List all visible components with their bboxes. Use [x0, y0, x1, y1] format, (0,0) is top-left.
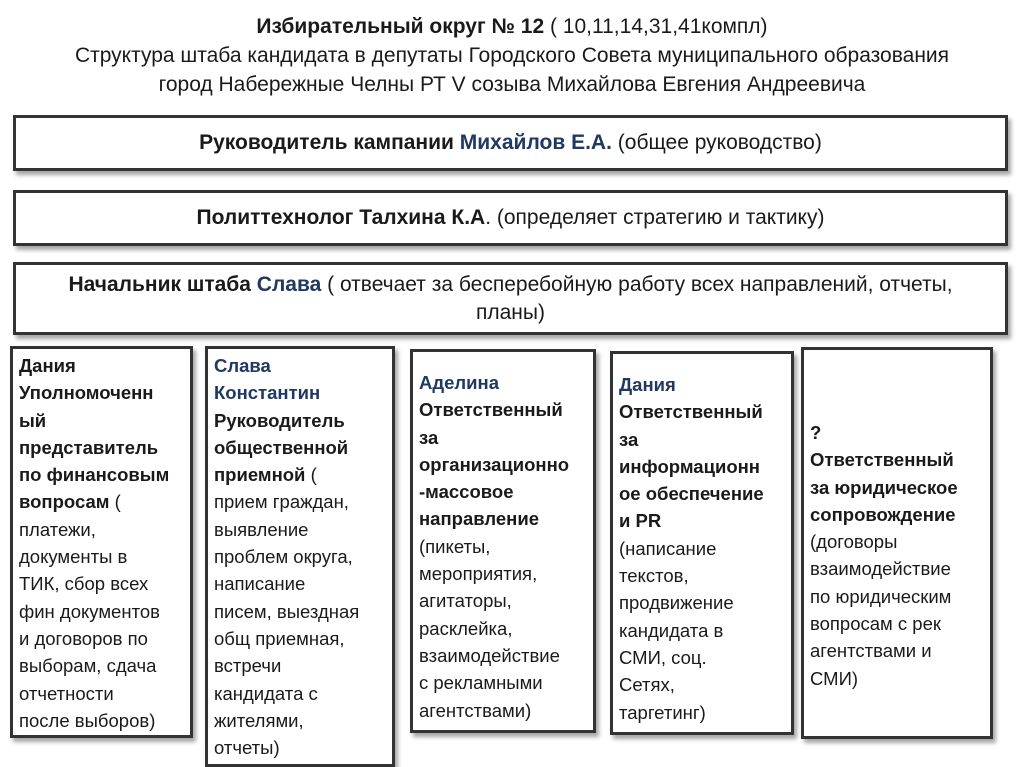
column-role-line: Ответственный: [619, 401, 763, 423]
column-role-line: Руководитель: [214, 409, 345, 431]
column-description-line: проблем округа,: [214, 546, 353, 568]
column-person-name: Аделина: [419, 372, 499, 393]
column-person-name: Константин: [214, 382, 321, 404]
column-description-line: и договоров по: [19, 627, 148, 649]
column-description-line: агитаторы,: [419, 590, 512, 612]
column-legal-support: [801, 347, 993, 739]
column-description-line: Сетях,: [619, 674, 675, 696]
column-role-line: по финансовым: [19, 464, 170, 486]
column-description-line: таргетинг): [619, 701, 706, 723]
column-role-line: Ответственный: [419, 399, 563, 421]
column-description-line: ТИК, сбор всех: [19, 573, 149, 595]
column-description-line: после выборов): [19, 709, 156, 731]
title-line-2: Структура штаба кандидата в депутаты Городского Совета муниципального образования: [74, 44, 950, 67]
column-role-line: [19, 488, 184, 515]
title-line-1: Избирательный округ № 12 ( 10,11,14,31,41компл): [256, 15, 768, 38]
column-description-line: СМИ): [810, 667, 859, 689]
column-description-line: выявление: [214, 518, 309, 540]
column-role-line: направление: [419, 508, 539, 530]
column-role-line: [214, 461, 386, 488]
column-description-line: агентствами): [419, 699, 532, 721]
column-role-line: и PR: [619, 510, 662, 532]
column-role-line: -массовое: [419, 481, 514, 503]
column-description-line: писем, выездная: [214, 600, 360, 622]
column-description-line: по юридическим: [810, 585, 952, 607]
column-description-line: отчетности: [19, 682, 114, 704]
column-description-line: расклейка,: [419, 617, 513, 639]
column-role-line: Ответственный: [810, 449, 954, 471]
column-description-line: взаимодействие: [810, 558, 951, 580]
column-description-line: (написание: [619, 537, 717, 559]
column-role-line: общественной: [214, 436, 349, 458]
column-description-line: жителями,: [214, 709, 304, 731]
column-role-text: вопросам: [19, 491, 110, 513]
diagram-title: [0, 12, 1024, 99]
column-description-line: СМИ, соц.: [619, 646, 707, 668]
column-description-line: фин документов: [19, 600, 160, 622]
column-description-line: продвижение: [619, 592, 734, 614]
column-description-line: прием граждан,: [214, 491, 349, 513]
column-role-line: Уполномоченн: [19, 382, 154, 404]
column-description-line: агентствами и: [810, 640, 932, 662]
column-description-line: кандидата с: [214, 682, 318, 704]
column-description-line: встречи: [214, 655, 282, 677]
column-description-line: выборам, сдача: [19, 655, 157, 677]
column-information-pr: [610, 351, 794, 735]
column-role-line: за юридическое: [810, 476, 958, 498]
column-person-name: Дания: [619, 374, 676, 395]
column-role-line: ое обеспечение: [619, 483, 764, 505]
column-financial-representative: [10, 346, 193, 738]
column-person-name: Слава: [214, 355, 271, 376]
column-role-line: представитель: [19, 436, 159, 458]
column-role-line: информационн: [619, 455, 760, 477]
column-role-line: ?: [810, 422, 822, 443]
column-description-line: взаимодействие: [419, 644, 560, 666]
column-paren-open: (: [109, 491, 121, 513]
column-description-line: платежи,: [19, 518, 96, 540]
column-description-line: отчеты): [214, 737, 280, 759]
column-role-line: сопровождение: [810, 503, 956, 525]
column-description-line: (пикеты,: [419, 535, 491, 557]
column-description-line: вопросам с рек: [810, 613, 941, 635]
column-role-line: Дания: [19, 355, 76, 376]
campaign-manager-box: Руководитель кампании Михайлов Е.А. (общее руководство): [13, 115, 1008, 171]
column-description-line: общ приемная,: [214, 627, 345, 649]
column-organizational-mass: [410, 349, 596, 733]
column-description-line: текстов,: [619, 565, 689, 587]
column-role-text: приемной: [214, 464, 306, 486]
column-role-line: ый: [19, 409, 47, 431]
headquarters-chief-box: Начальник штаба Слава ( отвечает за бесперебойную работу всех направлений, отчеты, планы): [13, 262, 1008, 335]
column-description-line: документы в: [19, 546, 128, 568]
column-role-line: организационно: [419, 453, 570, 475]
column-description-line: кандидата в: [619, 619, 724, 641]
column-public-reception: [205, 346, 395, 767]
column-description-line: написание: [214, 573, 306, 595]
political-strategist-box: Политтехнолог Талхина К.А. (определяет стратегию и тактику): [13, 190, 1008, 246]
column-description-line: с рекламными: [419, 672, 543, 694]
title-line-3: город Набережные Челны РТ V созыва Михайлова Евгения Андреевича: [158, 73, 866, 96]
column-description-line: (договоры: [810, 531, 898, 553]
column-description-line: мероприятия,: [419, 563, 538, 585]
column-role-line: за: [619, 428, 639, 450]
column-paren-open: (: [305, 464, 317, 486]
column-role-line: за: [419, 426, 439, 448]
